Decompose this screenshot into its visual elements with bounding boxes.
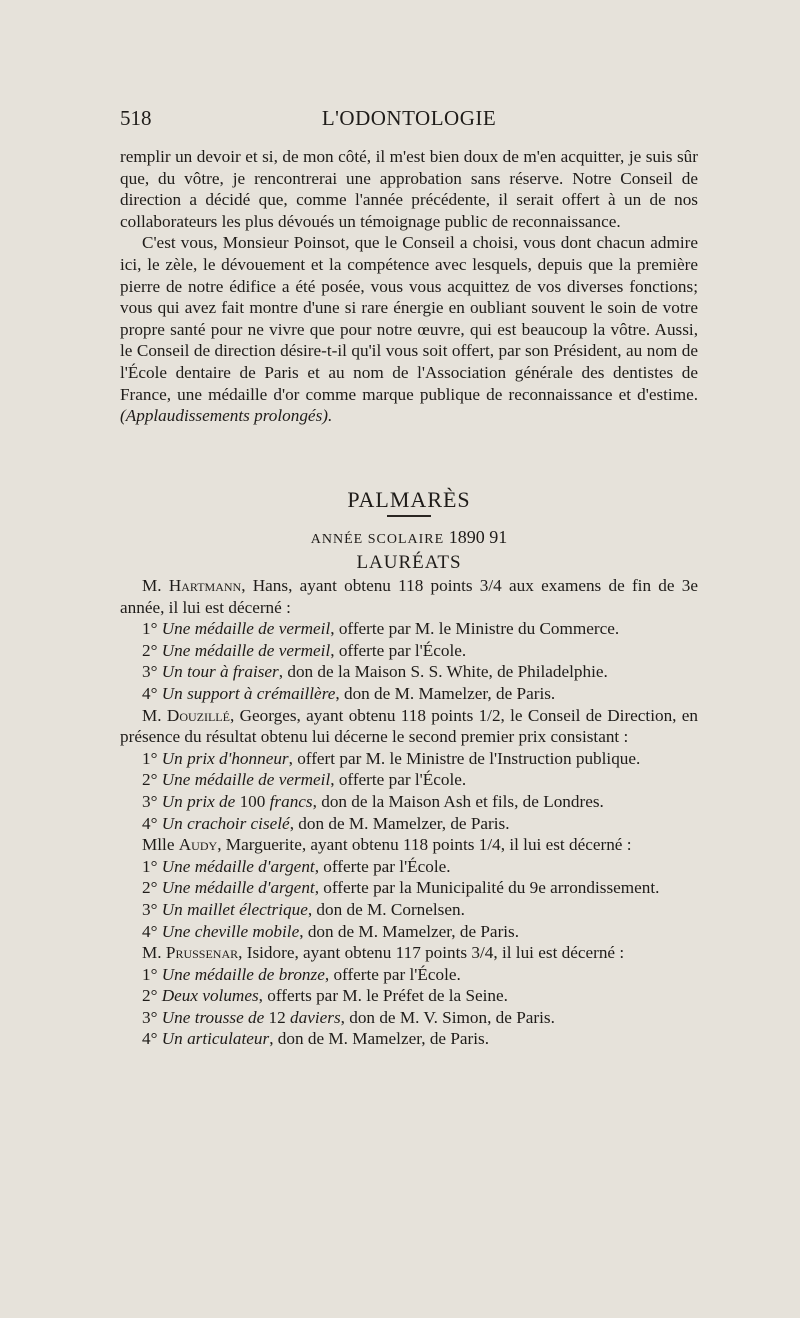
prize-name: Deux volumes [161, 986, 259, 1006]
prize-amount: 100 [235, 791, 270, 811]
prize-entry [120, 618, 698, 640]
prize-donor: , don de la Maison Ash et fils, de Londres. [312, 791, 604, 811]
prize-number: 1° [142, 964, 162, 984]
laureates-heading: LAURÉATS [356, 552, 462, 573]
prize-number: 1° [142, 856, 162, 876]
speech-text: C'est vous, Monsieur Poinsot, que le Conseil a choisi, vous dont chacun admire ici, le zèle, le dévouement et la compétence avec lesquels, depuis que la première pierre de notre édifice a été posée, vous vous acquittez de vos diverses fonctions; vous qui avez fait montre d'une si rare énergie en oubliant souvent le soin de votre propre santé pour ne vivre que pour notre œuvre, qui est beaucoup la vôtre. Aussi, le Conseil de direction désire-t-il qu'il vous soit offert, par son Président, au nom de l'École dentaire de Paris et au nom de l'Association générale des dentistes de France, une médaille d'or comme marque publique de reconnaissance et d'estime. [120, 233, 698, 404]
prize-entry [120, 856, 698, 878]
prize-name: Un maillet électrique [161, 899, 308, 919]
prize-entry [120, 1007, 698, 1029]
prize-donor: , offerte par l'École. [330, 640, 467, 660]
laureate-details: , Isidore, ayant obtenu 117 points 3/4, il lui est décerné : [238, 943, 625, 963]
laureate-details: , Hans, ayant obtenu 118 points 3/4 aux examens de fin de 3e année, il lui est décerné : [120, 576, 698, 617]
prize-number: 1° [142, 619, 162, 639]
prize-name: Une médaille d'argent [161, 856, 315, 876]
prize-number: 2° [142, 640, 162, 660]
prize-number: 2° [142, 770, 162, 790]
prize-name: Un prix de [161, 791, 236, 811]
prize-entry [120, 921, 698, 943]
prize-entry [120, 985, 698, 1007]
laureate-entry [120, 575, 698, 618]
laureate-title: M. [142, 943, 166, 963]
prize-entry [120, 791, 698, 813]
prize-donor: , don de M. Mamelzer, de Paris. [335, 683, 556, 703]
school-year-label: ANNÉE SCOLAIRE [310, 532, 445, 547]
prize-donor: , don de la Maison S. S. White, de Philadelphie. [278, 662, 608, 682]
prize-number: 4° [142, 921, 162, 941]
prize-donor: , don de M. Mamelzer, de Paris. [289, 813, 510, 833]
prize-number: 3° [142, 791, 162, 811]
laureates-list [120, 575, 698, 1050]
speech-paragraph [120, 232, 698, 426]
prize-entry [120, 661, 698, 683]
prize-entry [120, 640, 698, 662]
prize-name: Une médaille de vermeil [161, 640, 331, 660]
prize-donor: , offert par M. le Ministre de l'Instruction publique. [288, 748, 641, 768]
page-header [120, 106, 698, 136]
palmares-section [120, 487, 698, 578]
prize-number: 4° [142, 1029, 162, 1049]
prize-number: 1° [142, 748, 162, 768]
prize-amount: 12 [264, 1007, 291, 1027]
running-title: L'ODONTOLOGIE [321, 106, 497, 130]
prize-donor: , offerte par M. le Ministre du Commerce. [330, 619, 620, 639]
prize-entry [120, 899, 698, 921]
prize-name: Une médaille de bronze [161, 964, 325, 984]
prize-donor: , don de M. Mamelzer, de Paris. [299, 921, 520, 941]
prize-name: Un support à crémaillère [161, 683, 336, 703]
prize-entry [120, 769, 698, 791]
prize-name-cont: daviers [290, 1007, 341, 1027]
laureate-name: Douzillé [166, 705, 230, 725]
prize-number: 4° [142, 683, 162, 703]
prize-number: 3° [142, 662, 162, 682]
prize-name: Un articulateur [161, 1029, 270, 1049]
laureate-title: M. [142, 705, 167, 725]
laureate-details: , Georges, ayant obtenu 118 points 1/2, le Conseil de Direction, en présence du résultat obtenu lui décerne le second premier prix consistant : [120, 705, 698, 747]
laureate-details: , Marguerite, ayant obtenu 118 points 1/4, il lui est décerné : [217, 835, 632, 855]
laureate-name: Hartmann [168, 576, 242, 595]
title-rule [387, 515, 431, 517]
prize-number: 3° [142, 1007, 162, 1027]
prize-donor: , don de M. V. Simon, de Paris. [340, 1007, 555, 1027]
prize-number: 4° [142, 813, 162, 833]
prize-name-cont: francs [269, 791, 313, 811]
palmares-title: PALMARÈS [347, 487, 471, 512]
school-year [120, 527, 698, 548]
school-year-value: 1890 91 [448, 527, 508, 547]
prize-donor: , offerts par M. le Préfet de la Seine. [258, 986, 508, 1006]
speech-section [120, 146, 698, 427]
prize-name: Une médaille d'argent [161, 878, 315, 898]
prize-name: Une médaille de vermeil [161, 619, 331, 639]
speech-paragraph: remplir un devoir et si, de mon côté, il m'est bien doux de m'en acquitter, je suis sûr que, du vôtre, je rencontrerai une approbation sans réserve. Notre Conseil de direction a décidé que, comme l'année précédente, il serait offert à un de nos collaborateurs les plus dévoués un témoignage public de reconnaissance. [120, 147, 698, 231]
laureate-title: M. [142, 576, 169, 595]
prize-number: 3° [142, 899, 162, 919]
prize-number: 2° [142, 878, 162, 898]
prize-donor: , don de M. Cornelsen. [307, 899, 465, 919]
applause-text: (Applaudissements prolongés). [120, 406, 333, 426]
prize-number: 2° [142, 986, 162, 1006]
prize-entry [120, 877, 698, 899]
prize-entry [120, 748, 698, 770]
prize-donor: , offerte par l'École. [314, 856, 451, 876]
prize-donor: , offerte par l'École. [330, 770, 467, 790]
prize-name: Une trousse de [161, 1007, 265, 1027]
prize-name: Une cheville mobile [161, 921, 300, 941]
prize-entry [120, 1028, 698, 1050]
prize-name: Un crachoir ciselé [161, 813, 290, 833]
laureate-entry [120, 942, 698, 964]
prize-name: Un prix d'honneur [161, 748, 289, 768]
laureate-entry [120, 705, 698, 748]
prize-entry [120, 813, 698, 835]
prize-name: Une médaille de vermeil [161, 770, 331, 790]
laureate-name: Prussenar [165, 943, 239, 963]
prize-donor: , offerte par l'École. [324, 964, 461, 984]
prize-name: Un tour à fraiser [161, 662, 279, 682]
prize-donor: , offerte par la Municipalité du 9e arrondissement. [314, 878, 660, 898]
prize-entry [120, 683, 698, 705]
prize-entry [120, 964, 698, 986]
laureate-entry [120, 834, 698, 856]
laureates-entries [120, 575, 698, 1050]
laureate-title: Mlle [142, 835, 179, 855]
prize-donor: , don de M. Mamelzer, de Paris. [269, 1029, 490, 1049]
page-number: 518 [120, 106, 152, 130]
laureate-name: Audy [178, 835, 218, 855]
